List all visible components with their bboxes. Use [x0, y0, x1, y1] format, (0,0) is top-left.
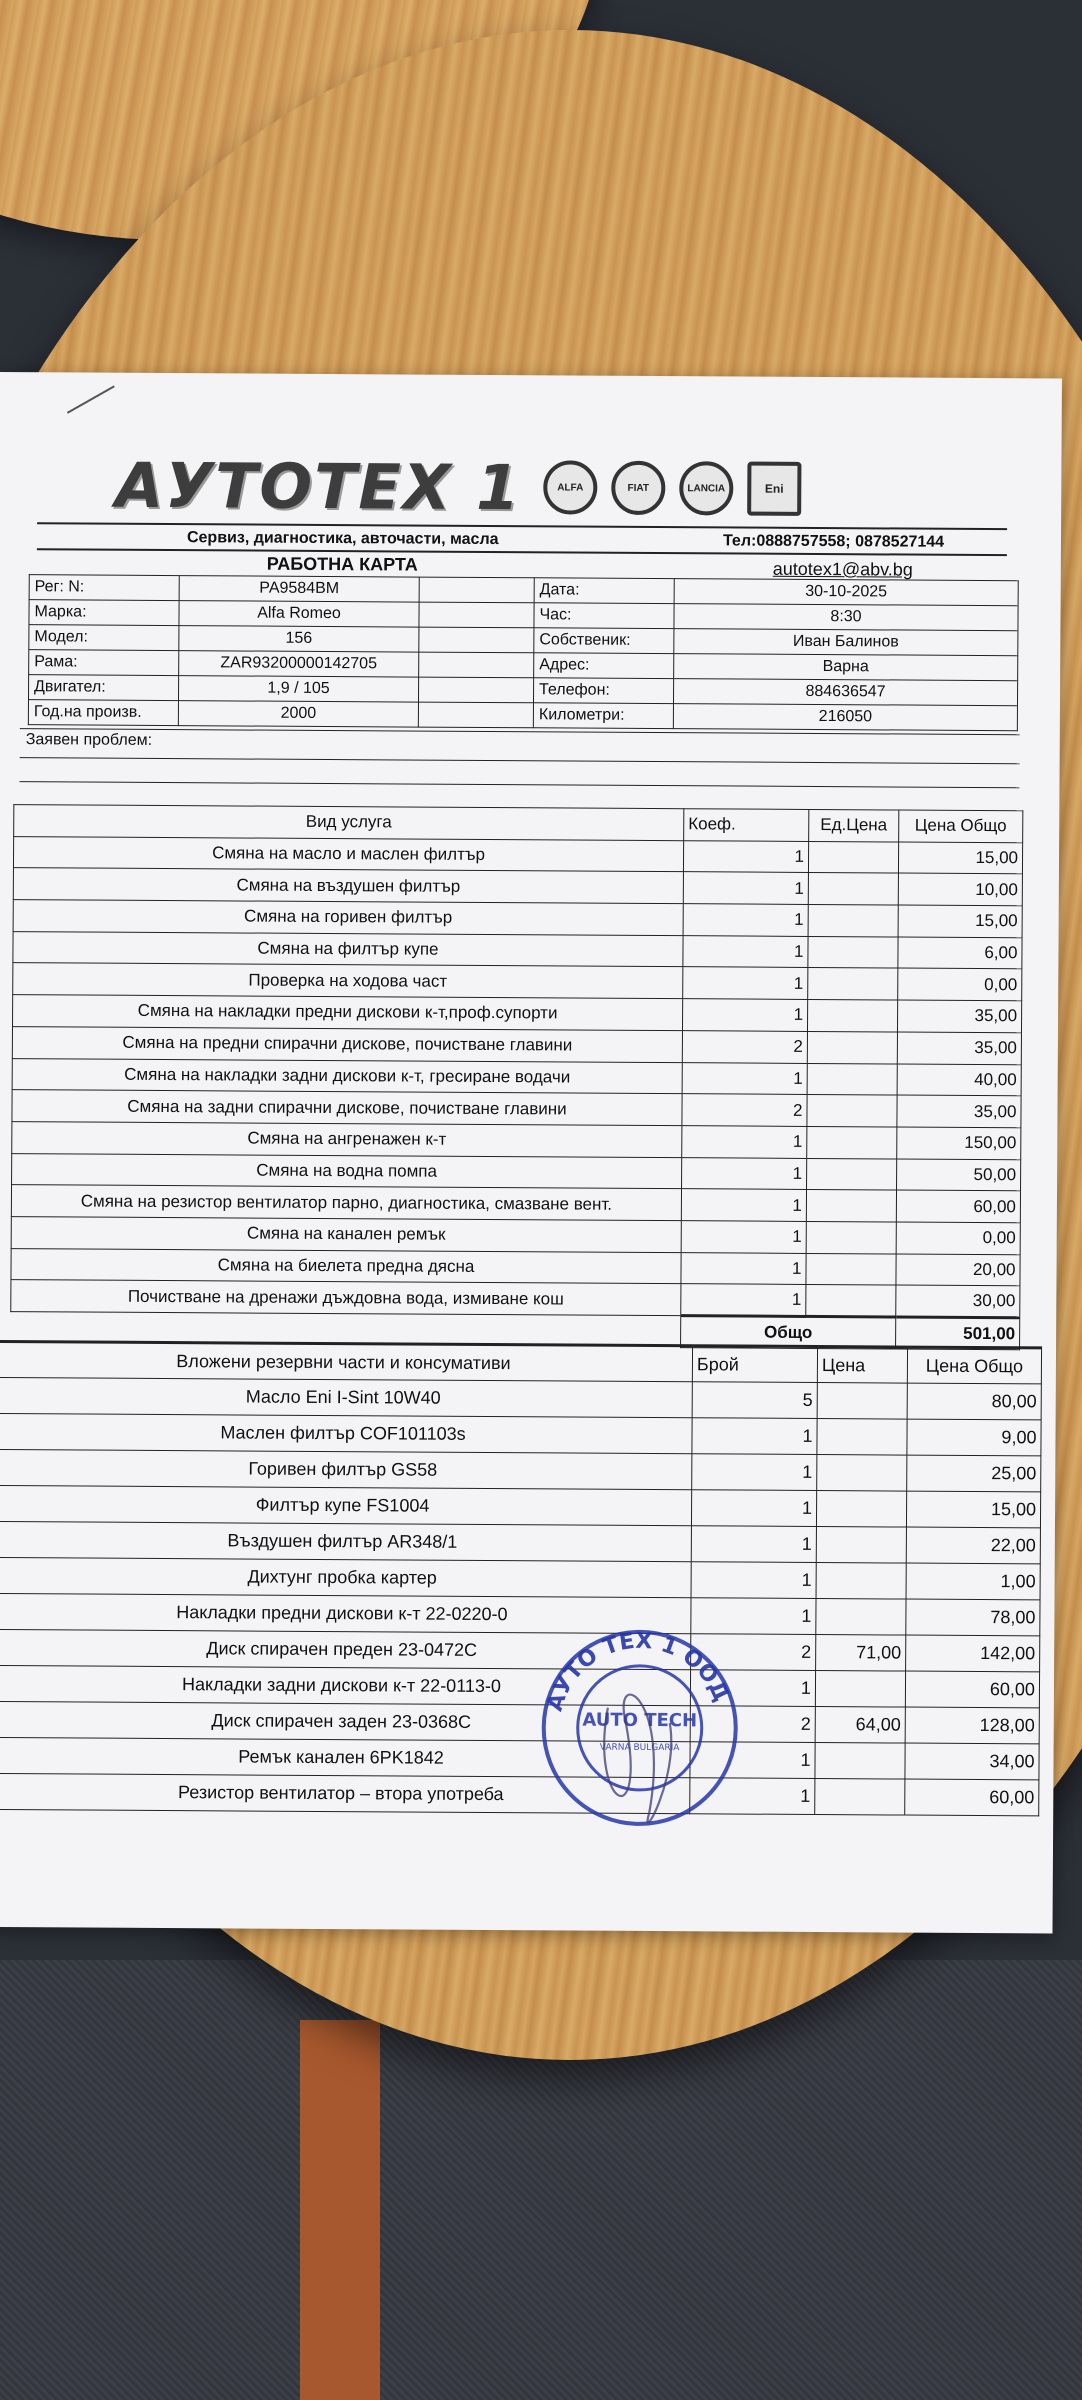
stamp-ring-text: АУТО ТЕХ 1 ООД	[542, 1628, 734, 1715]
row-description: Масло Eni I-Sint 10W40	[0, 1377, 692, 1417]
eni-logo-icon: Eni	[747, 462, 801, 516]
row-qty: 1	[683, 967, 808, 999]
address-label: Адрес:	[534, 653, 674, 679]
row-unit-price	[817, 1383, 907, 1420]
services-table	[10, 804, 1023, 1350]
row-unit-price	[817, 1455, 907, 1492]
lancia-logo-icon: LANCIA	[679, 461, 733, 515]
row-total: 0,00	[898, 968, 1022, 1000]
row-total: 60,00	[905, 1779, 1039, 1816]
phone-line: Тел:0888757558; 0878527144	[722, 532, 945, 551]
row-description: Маслен филтър COF101103s	[0, 1413, 692, 1453]
row-qty: 1	[683, 935, 808, 967]
row-unit-price	[808, 841, 898, 873]
row-total: 9,00	[907, 1419, 1041, 1456]
row-qty: 1	[681, 1284, 806, 1316]
row-total: 142,00	[906, 1635, 1040, 1672]
row-qty: 5	[692, 1382, 817, 1419]
parts-body	[0, 1377, 1041, 1815]
row-total: 35,00	[897, 1032, 1021, 1064]
row-total: 20,00	[896, 1254, 1020, 1286]
row-unit-price	[815, 1779, 905, 1816]
row-qty: 1	[690, 1742, 815, 1779]
row-description: Филтър купе FS1004	[0, 1485, 692, 1525]
row-qty: 1	[681, 1252, 806, 1284]
row-qty: 1	[682, 999, 807, 1031]
row-total: 25,00	[907, 1455, 1041, 1492]
col-unit-price: Ед.Цена	[809, 809, 899, 841]
row-unit-price	[808, 936, 898, 968]
row-description: Диск спирачен преден 23-0472C	[0, 1629, 691, 1669]
row-unit-price: 71,00	[816, 1635, 906, 1672]
row-total: 34,00	[905, 1743, 1039, 1780]
col-coef: Коеф.	[684, 809, 809, 841]
row-unit-price	[816, 1599, 906, 1636]
services-line: Сервиз, диагностика, авточасти, масла	[186, 529, 499, 549]
row-qty: 1	[682, 1126, 807, 1158]
stamp-inner-text: AUTO TECH	[582, 1709, 698, 1732]
row-description: Смяна на биелета предна дясна	[11, 1248, 681, 1284]
company-logo: АУТОТЕХ 1	[115, 448, 522, 524]
row-total: 80,00	[907, 1383, 1041, 1420]
row-description: Смяна на канален ремък	[11, 1217, 681, 1253]
row-unit-price	[806, 1190, 896, 1222]
row-unit-price	[807, 1158, 897, 1190]
row-unit-price	[808, 968, 898, 1000]
row-qty: 2	[682, 1094, 807, 1126]
row-total: 30,00	[896, 1285, 1020, 1317]
company-stamp	[529, 1627, 750, 1828]
row-description: Диск спирачен заден 23-0368C	[0, 1701, 690, 1741]
row-qty: 1	[691, 1526, 816, 1563]
carpet-stripe	[300, 2020, 380, 2400]
row-description: Смяна на резистор вентилатор парно, диагностика, смазване вент.	[11, 1185, 681, 1221]
row-total: 15,00	[898, 905, 1022, 937]
row-unit-price	[815, 1671, 905, 1708]
row-total: 40,00	[897, 1063, 1021, 1095]
row-total: 6,00	[898, 937, 1022, 969]
row-unit-price	[807, 1063, 897, 1095]
owner-label: Собственик:	[534, 628, 674, 654]
row-qty: 1	[682, 1157, 807, 1189]
pen-mark	[67, 385, 115, 413]
row-description: Смяна на филтър купе	[13, 931, 683, 967]
row-qty: 1	[691, 1562, 816, 1599]
row-qty: 1	[690, 1670, 815, 1707]
row-qty: 2	[690, 1706, 815, 1743]
row-unit-price	[808, 905, 898, 937]
services-total-value: 501,00	[896, 1317, 1020, 1349]
col-part-total: Цена Общо	[907, 1347, 1041, 1384]
row-unit-price	[816, 1491, 906, 1528]
date-label: Дата:	[534, 578, 674, 604]
row-total: 35,00	[897, 1000, 1021, 1032]
row-description: Въздушен филтър AR348/1	[0, 1521, 691, 1561]
engine-value: 1,9 / 105	[178, 676, 418, 702]
row-qty: 1	[681, 1189, 806, 1221]
year-label: Год.на произв.	[28, 700, 178, 726]
row-unit-price	[807, 1095, 897, 1127]
vin-label: Рама:	[29, 650, 179, 676]
row-total: 35,00	[897, 1095, 1021, 1127]
phone-label: Телефон:	[533, 678, 673, 704]
row-description: Горивен филтър GS58	[0, 1449, 692, 1489]
row-total: 15,00	[906, 1491, 1040, 1528]
row-qty: 1	[690, 1778, 815, 1815]
fiat-logo-icon: FIAT	[611, 461, 665, 515]
row-unit-price	[806, 1285, 896, 1317]
address-value: Варна	[674, 654, 1018, 681]
make-value: Alfa Romeo	[179, 601, 419, 627]
vehicle-info-table	[28, 574, 1019, 731]
engine-label: Двигател:	[28, 675, 178, 701]
row-qty: 1	[691, 1598, 816, 1635]
row-qty: 1	[683, 840, 808, 872]
row-description: Дихтунг пробка картер	[0, 1557, 691, 1597]
row-total: 1,00	[906, 1563, 1040, 1600]
row-unit-price	[808, 873, 898, 905]
reg-value: РА9584ВМ	[179, 576, 419, 602]
col-price: Цена	[817, 1347, 907, 1384]
row-description: Смяна на задни спирачни дискове, почистване главини	[12, 1090, 682, 1126]
row-total: 150,00	[897, 1127, 1021, 1159]
row-unit-price	[815, 1743, 905, 1780]
row-unit-price	[807, 1031, 897, 1063]
km-value: 216050	[673, 704, 1017, 731]
row-description: Смяна на накладки предни дискови к-т,проф.супорти	[13, 995, 683, 1031]
row-unit-price	[806, 1221, 896, 1253]
row-total: 10,00	[898, 873, 1022, 905]
email-line: autotex1@abv.bg	[772, 558, 913, 580]
row-unit-price	[816, 1563, 906, 1600]
reported-problem	[19, 728, 1019, 808]
owner-value: Иван Балинов	[674, 629, 1018, 656]
row-qty: 1	[683, 904, 808, 936]
brand-badges	[543, 460, 801, 516]
row-total: 15,00	[898, 842, 1022, 874]
col-service: Вид услуга	[14, 805, 684, 841]
services-body	[11, 836, 1023, 1349]
row-total: 60,00	[905, 1671, 1039, 1708]
row-total: 60,00	[896, 1190, 1020, 1222]
km-label: Километри:	[533, 703, 673, 729]
row-unit-price: 64,00	[815, 1707, 905, 1744]
row-unit-price	[807, 1126, 897, 1158]
model-label: Модел:	[29, 625, 179, 651]
services-total-label: Общо	[681, 1316, 896, 1349]
row-total: 0,00	[896, 1222, 1020, 1254]
col-part: Вложени резервни части и консумативи	[0, 1341, 693, 1381]
reg-label: Рег: N:	[29, 575, 179, 601]
row-description: Накладки задни дискови к-т 22-0113-0	[0, 1665, 691, 1705]
stamp-city: VARNA BULGARIA	[599, 1742, 680, 1754]
alfa-romeo-logo-icon: ALFA	[543, 460, 597, 514]
row-description: Смяна на накладки задни дискови к-т, гресиране водачи	[12, 1058, 682, 1094]
year-value: 2000	[178, 701, 418, 727]
row-unit-price	[817, 1419, 907, 1456]
page-title: РАБОТНА КАРТА	[266, 553, 418, 575]
row-unit-price	[806, 1253, 896, 1285]
time-label: Час:	[534, 603, 674, 629]
row-description: Смяна на предни спирачни дискове, почистване главини	[12, 1026, 682, 1062]
work-order-sheet	[0, 372, 1062, 1933]
problem-label: Заявен проблем:	[25, 731, 153, 749]
row-qty: 2	[691, 1634, 816, 1671]
row-total: 128,00	[905, 1707, 1039, 1744]
row-total: 22,00	[906, 1527, 1040, 1564]
row-description: Накладки предни дискови к-т 22-0220-0	[0, 1593, 691, 1633]
row-qty: 2	[682, 1030, 807, 1062]
col-total: Цена Общо	[899, 810, 1023, 842]
row-description: Смяна на ангренажен к-т	[12, 1121, 682, 1157]
row-qty: 1	[681, 1221, 806, 1253]
model-value: 156	[179, 626, 419, 652]
row-description: Почистване на дренажи дъждовна вода, измиване кош	[11, 1280, 681, 1316]
date-value: 30-10-2025	[674, 579, 1018, 606]
row-total: 50,00	[897, 1159, 1021, 1191]
row-qty: 1	[692, 1454, 817, 1491]
make-label: Марка:	[29, 600, 179, 626]
row-description: Ремък канален 6PK1842	[0, 1737, 690, 1777]
row-total: 78,00	[906, 1599, 1040, 1636]
row-unit-price	[807, 1000, 897, 1032]
row-description: Смяна на водна помпа	[12, 1153, 682, 1189]
parts-table	[0, 1340, 1042, 1816]
row-qty: 1	[691, 1490, 816, 1527]
row-unit-price	[816, 1527, 906, 1564]
row-description: Смяна на въздушен филтър	[13, 868, 683, 904]
time-value: 8:30	[674, 604, 1018, 631]
col-qty: Брой	[692, 1346, 817, 1383]
phone-value: 884636547	[673, 679, 1017, 706]
info-row	[28, 700, 1017, 731]
row-description: Проверка на ходова част	[13, 963, 683, 999]
vin-value: ZAR93200000142705	[179, 651, 419, 677]
row-qty: 1	[682, 1062, 807, 1094]
row-qty: 1	[683, 872, 808, 904]
row-description: Смяна на горивен филтър	[13, 900, 683, 936]
row-description: Смяна на масло и маслен филтър	[13, 836, 683, 872]
row-description: Резистор вентилатор – втора употреба	[0, 1773, 690, 1813]
part-row	[0, 1773, 1039, 1815]
row-qty: 1	[692, 1418, 817, 1455]
